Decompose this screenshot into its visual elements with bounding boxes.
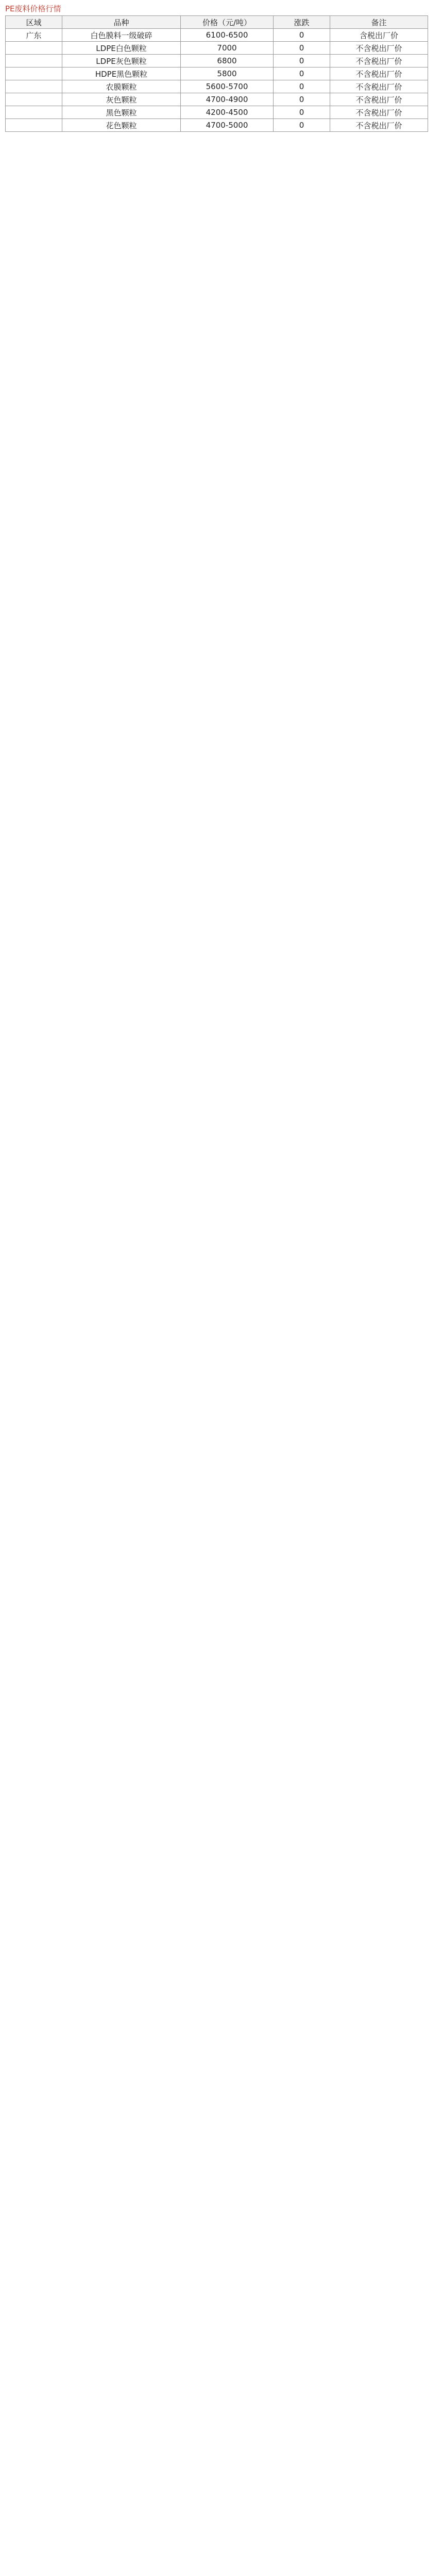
header-note: 备注 (330, 16, 428, 29)
cell-price: 5600-5700 (181, 80, 274, 93)
header-change: 涨跌 (274, 16, 330, 29)
cell-product: 灰色颗粒 (62, 93, 181, 106)
cell-change: 0 (274, 29, 330, 42)
table-row (6, 29, 428, 42)
cell-product: 黑色颗粒 (62, 106, 181, 119)
cell-note: 不含税出厂价 (330, 42, 428, 55)
cell-region (6, 80, 62, 93)
cell-product: HDPE黑色颗粒 (62, 67, 181, 80)
cell-price: 6800 (181, 55, 274, 67)
cell-product: 农膜颗粒 (62, 80, 181, 93)
table-body (6, 29, 428, 132)
cell-change: 0 (274, 42, 330, 55)
cell-region (6, 93, 62, 106)
cell-change: 0 (274, 93, 330, 106)
cell-change: 0 (274, 106, 330, 119)
cell-price: 4200-4500 (181, 106, 274, 119)
cell-product: 白色膜料一级破碎 (62, 29, 181, 42)
table-row (6, 93, 428, 106)
cell-note: 不含税出厂价 (330, 93, 428, 106)
cell-product: LDPE白色颗粒 (62, 42, 181, 55)
header-region: 区域 (6, 16, 62, 29)
cell-region: 广东 (6, 29, 62, 42)
table-header-row (6, 16, 428, 29)
cell-price: 5800 (181, 67, 274, 80)
cell-change: 0 (274, 55, 330, 67)
cell-region (6, 55, 62, 67)
table-row (6, 106, 428, 119)
cell-product: LDPE灰色颗粒 (62, 55, 181, 67)
cell-region (6, 67, 62, 80)
table-row (6, 42, 428, 55)
cell-region (6, 106, 62, 119)
cell-note: 不含税出厂价 (330, 55, 428, 67)
cell-change: 0 (274, 80, 330, 93)
cell-region (6, 119, 62, 132)
cell-price: 7000 (181, 42, 274, 55)
cell-note: 不含税出厂价 (330, 119, 428, 132)
cell-note: 含税出厂价 (330, 29, 428, 42)
price-table (5, 15, 428, 132)
cell-price: 6100-6500 (181, 29, 274, 42)
table-row (6, 80, 428, 93)
table-row (6, 67, 428, 80)
cell-note: 不含税出厂价 (330, 67, 428, 80)
cell-product: 花色颗粒 (62, 119, 181, 132)
header-product: 品种 (62, 16, 181, 29)
cell-price: 4700-5000 (181, 119, 274, 132)
cell-note: 不含税出厂价 (330, 106, 428, 119)
cell-change: 0 (274, 67, 330, 80)
cell-note: 不含税出厂价 (330, 80, 428, 93)
cell-price: 4700-4900 (181, 93, 274, 106)
section-title: PE废料价格行情 (5, 4, 61, 13)
table-row (6, 119, 428, 132)
header-price: 价格（元/吨） (181, 16, 274, 29)
cell-change: 0 (274, 119, 330, 132)
cell-region (6, 42, 62, 55)
table-row (6, 55, 428, 67)
